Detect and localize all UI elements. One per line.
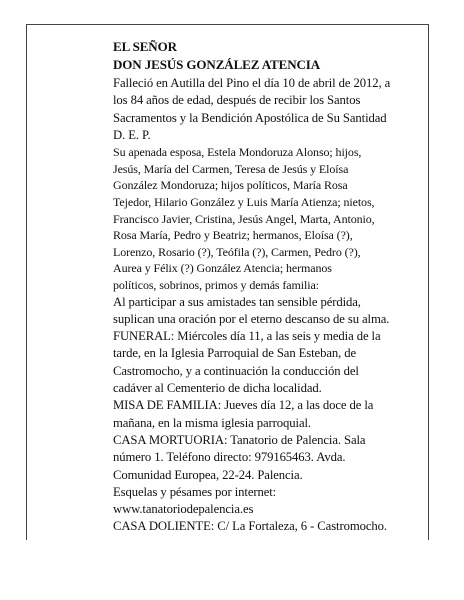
notice-title-line1: EL SEÑOR <box>113 39 177 54</box>
request-paragraph: Al participar a sus amistades tan sensible pérdida, suplican una oración por el eterno descanso de su alma. <box>113 294 390 326</box>
family-mass-paragraph: MISA DE FAMILIA: Jueves día 12, a las doce de la mañana, en la misma iglesia parroquial. <box>113 398 374 430</box>
mourning-home-paragraph: CASA DOLIENTE: C/ La Fortaleza, 6 - Castromocho. <box>113 519 387 534</box>
obituary-notice <box>113 38 423 536</box>
mortuary-paragraph: CASA MORTUORIA: Tanatorio de Palencia. Sala número 1. Teléfono directo: 979165463. Avda. Comunidad Europea, 22-24. Palencia. <box>113 432 366 482</box>
family-paragraph: Su apenada esposa, Estela Mondoruza Alonso; hijos, Jesús, María del Carmen, Teresa de Jesús y Eloísa González Mondoruza; hijos políticos, María Rosa Tejedor, Hilario González y Luis María Atienza; nietos, Francisco Javier, Cristina, Jesús Angel, Marta, Antonio, Rosa María, Pedro y Beatriz; hermanos, Eloísa (?), Lorenzo, Rosario (?), Teófila (?), Carmen, Pedro (?), Aurea y Félix (?) González Atencia; hermanos políticos, sobrinos, primos y demás familia: <box>113 145 375 292</box>
online-condolences-paragraph: Esquelas y pésames por internet: www.tanatoriodepalencia.es <box>113 484 277 517</box>
funeral-paragraph: FUNERAL: Miércoles día 11, a las seis y media de la tarde, en la Iglesia Parroquial de San Esteban, de Castromocho, y a continuación la conducción del cadáver al Cementerio de dicha localidad. <box>113 329 381 396</box>
notice-title-name: DON JESÚS GONZÁLEZ ATENCIA <box>113 57 321 72</box>
death-paragraph: Falleció en Autilla del Pino el día 10 de abril de 2012, a los 84 años de edad, después de recibir los Santos Sacramentos y la Bendición Apostólica de Su Santidad D. E. P. <box>113 76 391 142</box>
